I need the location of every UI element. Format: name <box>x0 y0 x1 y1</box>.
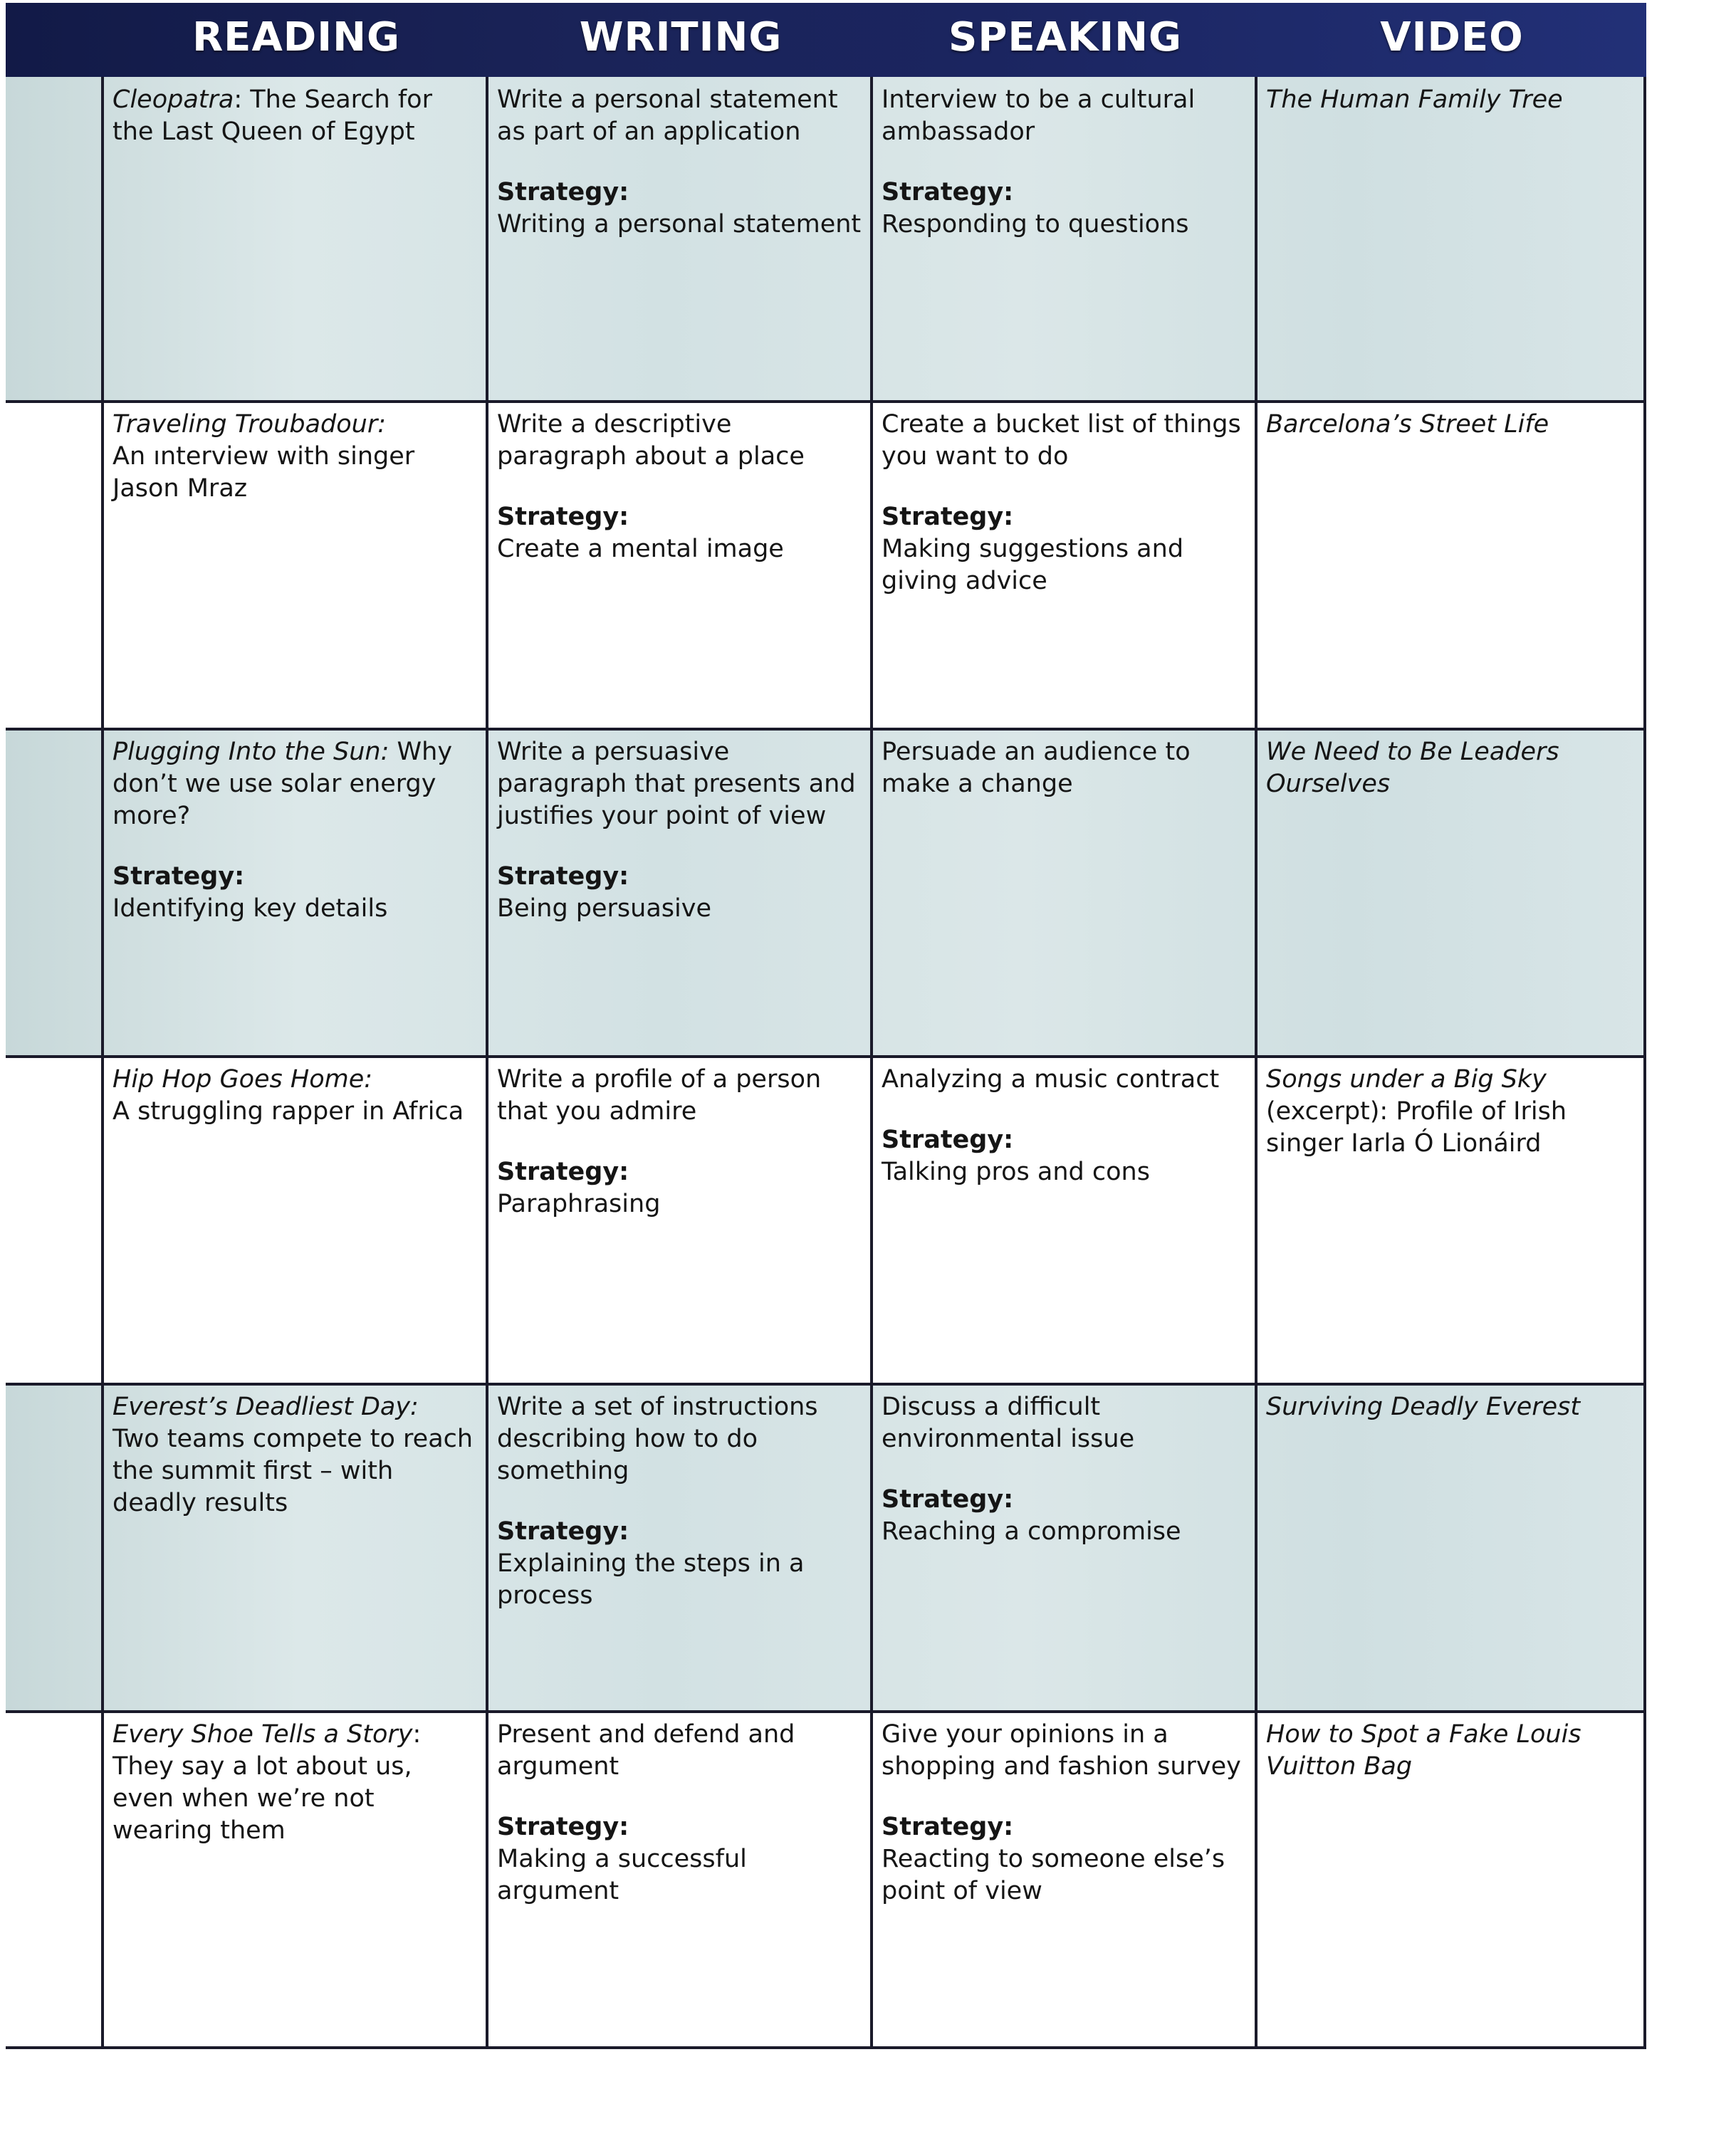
reading-cell <box>104 1384 488 1712</box>
writing-strategy: Paraphrasing <box>497 1190 661 1218</box>
video-title: We Need to Be Leaders Ourselves <box>1266 738 1559 798</box>
video-cell <box>1257 402 1646 729</box>
strategy-label: Strategy: <box>497 1517 629 1546</box>
column-divider <box>870 77 873 2049</box>
reading-text: Two teams compete to reach the summit first – with deadly results <box>113 1425 474 1517</box>
strategy-label: Strategy: <box>497 1813 629 1841</box>
video-title: Barcelona’s Street Life <box>1266 410 1549 439</box>
table-row <box>6 1712 1646 2048</box>
reading-title: Hip Hop Goes Home: <box>113 1065 373 1094</box>
reading-cell <box>104 729 488 1057</box>
header-speaking: SPEAKING <box>948 14 1183 61</box>
table-row <box>6 77 1646 402</box>
writing-text: Write a personal statement as part of an application <box>497 85 838 146</box>
table-row <box>6 1384 1646 1712</box>
writing-text: Write a descriptive paragraph about a place <box>497 410 805 471</box>
row-divider <box>6 1055 1646 1058</box>
strategy-label: Strategy: <box>882 1813 1014 1841</box>
speaking-text: Persuade an audience to make a change <box>882 738 1191 798</box>
writing-text: Write a profile of a person that you admire <box>497 1065 822 1126</box>
writing-strategy: Being persuasive <box>497 894 712 923</box>
speaking-text: Analyzing a music contract <box>882 1065 1220 1094</box>
row-divider <box>6 728 1646 731</box>
table-row <box>6 1057 1646 1384</box>
strategy-label: Strategy: <box>882 178 1014 206</box>
reading-title: Cleopatra <box>113 85 234 114</box>
row-divider <box>6 1710 1646 1713</box>
strategy-label: Strategy: <box>882 1126 1014 1154</box>
row-divider <box>6 1383 1646 1386</box>
speaking-strategy: Reacting to someone else’s point of view <box>882 1845 1225 1905</box>
writing-cell <box>488 1384 873 1712</box>
strategy-label: Strategy: <box>497 178 629 206</box>
header-video: VIDEO <box>1380 14 1524 61</box>
strategy-label: Strategy: <box>497 862 629 891</box>
writing-cell <box>488 1712 873 2048</box>
speaking-strategy: Reaching a compromise <box>882 1517 1181 1546</box>
speaking-text: Create a bucket list of things you want to do <box>882 410 1241 471</box>
strategy-label: Strategy: <box>882 503 1014 531</box>
strategy-label: Strategy: <box>497 503 629 531</box>
speaking-text: Discuss a difficult environmental issue <box>882 1393 1135 1453</box>
video-cell <box>1257 1712 1646 2048</box>
video-title: Surviving Deadly Everest <box>1266 1393 1581 1421</box>
video-cell <box>1257 729 1646 1057</box>
writing-cell <box>488 77 873 402</box>
strategy-label: Strategy: <box>882 1485 1014 1514</box>
reading-title: Everest’s Deadliest Day: <box>113 1393 419 1421</box>
reading-text: An ınterview with singer Jason Mraz <box>113 442 415 503</box>
speaking-strategy: Responding to questions <box>882 210 1189 239</box>
reading-cell <box>104 1057 488 1384</box>
writing-strategy: Writing a personal statement <box>497 210 862 239</box>
column-divider <box>1255 77 1257 2049</box>
table-row <box>6 729 1646 1057</box>
writing-strategy: Making a successful argument <box>497 1845 747 1905</box>
reading-cell <box>104 77 488 402</box>
reading-title: Traveling Troubadour: <box>113 410 387 439</box>
speaking-cell <box>873 402 1257 729</box>
speaking-strategy: Making suggestions and giving advice <box>882 535 1184 595</box>
writing-strategy: Explaining the steps in a process <box>497 1549 805 1610</box>
strategy-label: Strategy: <box>113 862 245 891</box>
speaking-cell <box>873 1712 1257 2048</box>
reading-text: : The Search for the Last Queen of Egypt <box>113 85 432 146</box>
speaking-text: Interview to be a cultural ambassador <box>882 85 1196 146</box>
reading-text: A struggling rapper in Africa <box>113 1097 464 1126</box>
video-title: Songs under a Big Sky <box>1266 1065 1547 1094</box>
speaking-cell <box>873 729 1257 1057</box>
video-cell <box>1257 1384 1646 1712</box>
video-cell <box>1257 77 1646 402</box>
strategy-label: Strategy: <box>497 1158 629 1186</box>
header-reading: READING <box>192 14 400 61</box>
reading-cell <box>104 1712 488 2048</box>
video-cell <box>1257 1057 1646 1384</box>
writing-cell <box>488 729 873 1057</box>
reading-strategy: Identifying key details <box>113 894 388 923</box>
writing-cell <box>488 402 873 729</box>
writing-text: Write a persuasive paragraph that presents and justifies your point of view <box>497 738 856 830</box>
reading-text: Why don’t we use solar energy more? <box>113 738 453 830</box>
writing-text: Present and defend and argument <box>497 1720 795 1781</box>
column-divider <box>101 77 104 2049</box>
reading-title: Plugging Into the Sun: <box>113 738 389 766</box>
writing-strategy: Create a mental image <box>497 535 784 563</box>
speaking-strategy: Talking pros and cons <box>882 1158 1150 1186</box>
video-title: How to Spot a Fake Louis Vuitton Bag <box>1266 1720 1581 1781</box>
speaking-cell <box>873 77 1257 402</box>
writing-cell <box>488 1057 873 1384</box>
table-right-border <box>1643 77 1646 2049</box>
speaking-cell <box>873 1057 1257 1384</box>
header-writing: WRITING <box>579 14 783 61</box>
table-row <box>6 402 1646 729</box>
speaking-text: Give your opinions in a shopping and fashion survey <box>882 1720 1241 1781</box>
reading-cell <box>104 402 488 729</box>
header-bar <box>6 3 1646 77</box>
speaking-cell <box>873 1384 1257 1712</box>
row-divider <box>6 400 1646 403</box>
reading-title: Every Shoe Tells a Story <box>113 1720 413 1749</box>
video-text: (excerpt): Profile of Irish singer Iarla Ó Lionáird <box>1266 1097 1567 1158</box>
video-title: The Human Family Tree <box>1266 85 1563 114</box>
reading-text: : They say a lot about us, even when we’re not wearing them <box>113 1720 422 1845</box>
column-divider <box>486 77 488 2049</box>
table-bottom-border <box>6 2046 1646 2049</box>
writing-text: Write a set of instructions describing how to do something <box>497 1393 818 1485</box>
unit-overview-table <box>6 3 1646 2051</box>
